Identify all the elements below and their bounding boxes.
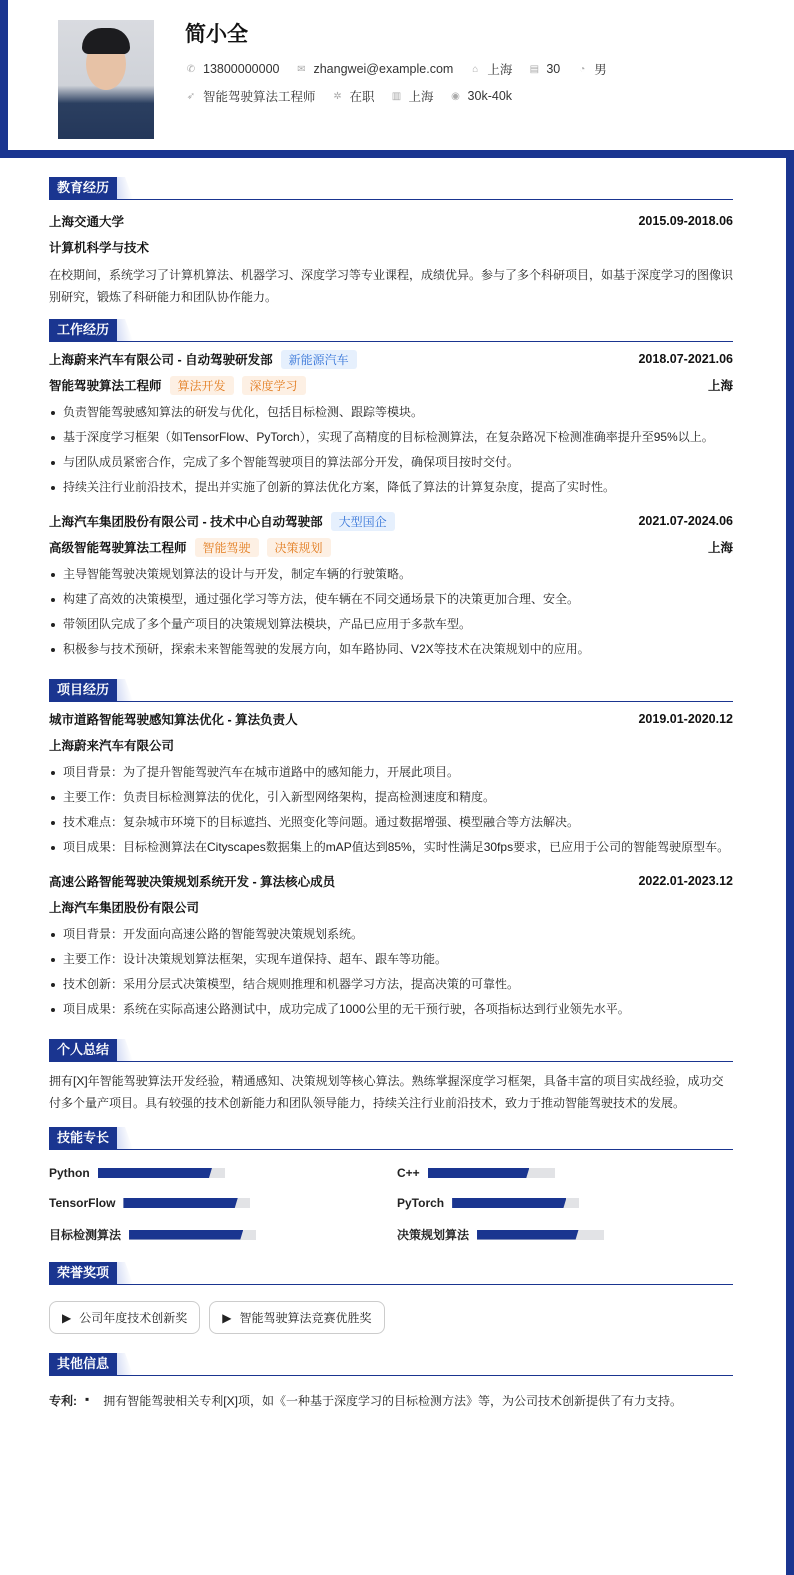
skill-name: 目标检测算法	[49, 1228, 122, 1242]
section-education	[49, 176, 733, 200]
section-title: 荣誉奖项	[49, 1262, 117, 1284]
section-title: 技能专长	[49, 1127, 117, 1149]
skill-name: 决策规划算法	[397, 1228, 470, 1242]
skill-bar-fill	[98, 1168, 212, 1178]
status: 在职	[349, 90, 375, 104]
project-entry	[49, 868, 733, 1020]
frame-border-left	[0, 0, 8, 158]
section-title: 工作经历	[49, 319, 117, 341]
status-icon: ✲	[333, 90, 342, 102]
email-icon: ✉	[297, 63, 306, 75]
skill-bar	[477, 1230, 604, 1240]
job-title: 智能驾驶算法工程师	[49, 379, 162, 393]
resume-body	[49, 158, 733, 1409]
section-summary	[49, 1038, 733, 1062]
award-label: 智能驾驶算法竞赛优胜奖	[239, 1311, 372, 1325]
summary-text: 拥有[X]年智能驾驶算法开发经验，精通感知、决策规划等核心算法。熟练掌握深度学习框架，具备丰富的项目实战经验，成功交付多个量产项目。具有较强的技术创新能力和团队领导能力，持续关注行业前沿技术，致力于推动智能驾驶技术的发展。	[49, 1074, 724, 1110]
bullet-item: 负责智能驾驶感知算法的研发与优化，包括目标检测、跟踪等模块。	[49, 401, 733, 423]
triangle-icon: ▶	[62, 1310, 72, 1325]
job-intent-row	[185, 87, 522, 105]
skill-bar	[428, 1168, 555, 1178]
section-skills	[49, 1126, 733, 1150]
bullet-item: 积极参与技术预研，探索未来智能驾驶的发展方向，如车路协同、V2X等技术在决策规划中的应用。	[49, 638, 733, 660]
skill-bar	[452, 1198, 579, 1208]
age: 30	[546, 62, 561, 76]
industry-tag: 大型国企	[331, 512, 395, 531]
skill-tag: 决策规划	[267, 538, 331, 557]
skill-bar	[98, 1168, 225, 1178]
home-icon: ⌂	[472, 63, 479, 75]
project-company: 上海汽车集团股份有限公司	[49, 901, 200, 915]
skill-name: PyTorch	[397, 1196, 445, 1210]
building-icon: ▥	[391, 90, 402, 102]
section-title: 教育经历	[49, 177, 117, 199]
bullet-item: 主要工作：设计决策规划算法框架，实现车道保持、超车、跟车等功能。	[49, 948, 733, 970]
skill-name: Python	[49, 1166, 90, 1180]
section-awards	[49, 1261, 733, 1285]
skill-bar-fill	[452, 1198, 566, 1208]
period: 2021.07-2024.06	[638, 514, 733, 528]
triangle-icon: ▶	[222, 1310, 232, 1325]
company: 上海蔚来汽车有限公司 - 自动驾驶研发部	[49, 353, 273, 367]
skill-bar	[123, 1198, 250, 1208]
section-title: 个人总结	[49, 1039, 117, 1061]
work-entry	[49, 508, 733, 660]
patent-row	[49, 1392, 733, 1409]
major: 计算机科学与技术	[49, 241, 150, 255]
bullet-item: 主要工作：负责目标检测算法的优化，引入新型网络架构，提高检测速度和精度。	[49, 786, 733, 808]
skill-item	[397, 1196, 733, 1210]
salary-icon: ◉	[451, 90, 460, 102]
target-city: 上海	[408, 90, 434, 104]
cake-icon: ▤	[529, 63, 540, 75]
section-title: 项目经历	[49, 679, 117, 701]
frame-border-right	[786, 150, 794, 1575]
project-name: 城市道路智能驾驶感知算法优化 - 算法负责人	[49, 713, 298, 727]
patent-text: 拥有智能驾驶相关专利[X]项，如《一种基于深度学习的目标检测方法》等，为公司技术创新提供了有力支持。	[103, 1394, 682, 1408]
bullet-item: 与团队成员紧密合作，完成了多个智能驾驶项目的算法部分开发，确保项目按时交付。	[49, 451, 733, 473]
bullet-item: 构建了高效的决策模型，通过强化学习等方法，使车辆在不同交通场景下的决策更加合理、安全。	[49, 588, 733, 610]
skill-item	[49, 1196, 397, 1210]
skill-bar-fill	[477, 1230, 579, 1240]
skill-item	[49, 1226, 397, 1243]
skill-tag: 智能驾驶	[195, 538, 259, 557]
project-company: 上海蔚来汽车有限公司	[49, 739, 175, 753]
skill-item	[397, 1166, 733, 1180]
location: 上海	[487, 63, 513, 77]
company: 上海汽车集团股份有限公司 - 技术中心自动驾驶部	[49, 515, 323, 529]
period: 2018.07-2021.06	[638, 352, 733, 366]
skill-grid	[49, 1166, 733, 1243]
work-entry	[49, 346, 733, 498]
candidate-name: 简小全	[185, 23, 248, 46]
bullet-item: 项目成果：目标检测算法在Cityscapes数据集上的mAP值达到85%，实时性满足30fps要求，已应用于公司的智能驾驶原型车。	[49, 836, 733, 858]
skill-item	[397, 1226, 733, 1243]
email: zhangwei@example.com	[313, 62, 454, 76]
resume-header	[8, 0, 794, 150]
city: 上海	[707, 379, 733, 393]
position: 智能驾驶算法工程师	[203, 90, 316, 104]
bullet-item: 技术难点：复杂城市环境下的目标遮挡、光照变化等问题。通过数据增强、模型融合等方法解决。	[49, 811, 733, 833]
bullet-item: 技术创新：采用分层式决策模型，结合规则推理和机器学习方法，提高决策的可靠性。	[49, 973, 733, 995]
bullet-item: 带领团队完成了多个量产项目的决策规划算法模块，产品已应用于多款车型。	[49, 613, 733, 635]
education-header	[49, 208, 733, 234]
project-list	[49, 706, 733, 1020]
bullet-item: 主导智能驾驶决策规划算法的设计与开发，制定车辆的行驶策略。	[49, 563, 733, 585]
skill-bar-fill	[428, 1168, 530, 1178]
phone-icon: ✆	[186, 63, 196, 75]
skill-name: TensorFlow	[49, 1196, 116, 1210]
gender-icon: ◔	[579, 63, 586, 75]
section-other	[49, 1352, 733, 1376]
skill-name: C++	[397, 1166, 420, 1180]
award-list	[49, 1301, 733, 1334]
section-title: 其他信息	[49, 1353, 117, 1375]
city: 上海	[707, 541, 733, 555]
patent-label: 专利:	[49, 1394, 77, 1408]
contact-row	[185, 60, 617, 78]
skill-bar-fill	[129, 1230, 243, 1240]
period: 2015.09-2018.06	[638, 214, 733, 228]
award-label: 公司年度技术创新奖	[79, 1311, 188, 1325]
period: 2019.01-2020.12	[638, 712, 733, 726]
industry-tag: 新能源汽车	[281, 350, 357, 369]
skill-bar	[129, 1230, 256, 1240]
work-list	[49, 346, 733, 660]
award-item	[209, 1301, 384, 1334]
award-item	[49, 1301, 200, 1334]
period: 2022.01-2023.12	[638, 874, 733, 888]
skill-bar-fill	[123, 1198, 237, 1208]
bullet-item: 持续关注行业前沿技术，提出并实施了创新的算法优化方案，降低了算法的计算复杂度，提高了实时性。	[49, 476, 733, 498]
salary: 30k-40k	[467, 89, 513, 103]
skill-tag: 深度学习	[242, 376, 306, 395]
section-work	[49, 318, 733, 342]
phone: 13800000000	[203, 62, 280, 76]
bullet-icon: ▪	[85, 1392, 90, 1406]
bullet-item: 项目背景：为了提升智能驾驶汽车在城市道路中的感知能力，开展此项目。	[49, 761, 733, 783]
gender: 男	[594, 63, 607, 77]
school: 上海交通大学	[49, 215, 125, 229]
education-desc: 在校期间，系统学习了计算机算法、机器学习、深度学习等专业课程，成绩优异。参与了多个科研项目，如基于深度学习的图像识别研究，锻炼了科研能力和团队协作能力。	[49, 268, 734, 304]
section-projects	[49, 678, 733, 702]
job-title: 高级智能驾驶算法工程师	[49, 541, 187, 555]
frame-border-divider	[0, 150, 794, 158]
bullet-item: 项目背景：开发面向高速公路的智能驾驶决策规划系统。	[49, 923, 733, 945]
bullet-item: 基于深度学习框架（如TensorFlow、PyTorch），实现了高精度的目标检测算法，在复杂路况下检测准确率提升至95%以上。	[49, 426, 733, 448]
avatar-photo	[58, 20, 154, 139]
bullet-item: 项目成果：系统在实际高速公路测试中，成功完成了1000公里的无干预行驶，各项指标达到行业领先水平。	[49, 998, 733, 1020]
skill-tag: 算法开发	[170, 376, 234, 395]
project-entry	[49, 706, 733, 858]
project-name: 高速公路智能驾驶决策规划系统开发 - 算法核心成员	[49, 875, 336, 889]
send-icon: ➶	[186, 90, 196, 102]
skill-item	[49, 1166, 397, 1180]
